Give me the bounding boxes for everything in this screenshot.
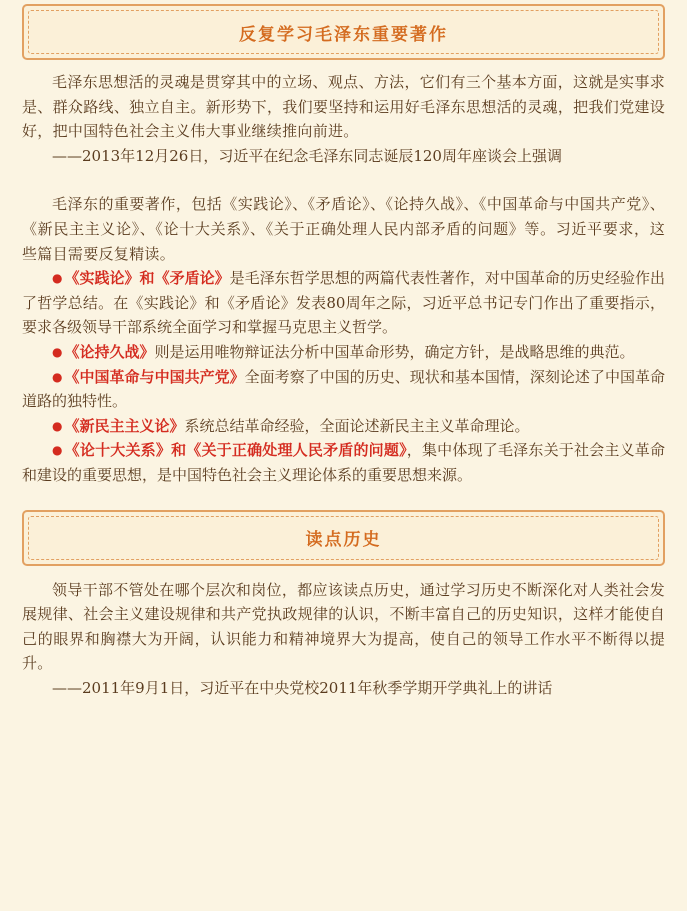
- bullet-item: [22, 438, 665, 487]
- bullet-item: [22, 365, 665, 414]
- quote-paragraph: 毛泽东思想活的灵魂是贯穿其中的立场、观点、方法，它们有三个基本方面，这就是实事求是、群众路线、独立自主。新形势下，我们要坚持和运用好毛泽东思想活的灵魂，把我们党建设好，把中国特色社会主义伟大事业继续推向前进。: [22, 73, 665, 141]
- section-title: 反复学习毛泽东重要著作: [239, 24, 448, 45]
- bullet-item: [22, 266, 665, 340]
- bullet-title: 《论持久战》: [64, 342, 155, 361]
- section-title: 读点历史: [305, 530, 382, 550]
- bullet-text: 是毛泽东哲学思想的两篇代表性著作，对中国革命的历史经验作出了哲学总结。在《实践论》和《矛盾论》发表80周年之际，习近平总书记专门作出了重要指示，要求各级领导干部系统全面学习和掌握马克思主义哲学。: [22, 269, 665, 337]
- section-body-reread-works: [22, 70, 665, 488]
- section-body-read-history: [22, 578, 665, 701]
- bullet-title: 《新民主主义论》: [64, 416, 185, 435]
- bullet-dot-icon: ●: [52, 369, 63, 384]
- bullet-dot-icon: ●: [52, 271, 63, 286]
- intro-paragraph: 毛泽东的重要著作，包括《实践论》、《矛盾论》、《论持久战》、《中国革命与中国共产党》、《新民主主义论》、《论十大关系》、《关于正确处理人民内部矛盾的问题》等。习近平要求，这些篇目需要反复精读。: [22, 195, 665, 263]
- bullet-text: 系统总结革命经验，全面论述新民主主义革命理论。: [184, 416, 530, 435]
- bullet-title: 《实践论》和《矛盾论》: [64, 269, 230, 288]
- quote-paragraph: 领导干部不管处在哪个层次和岗位，都应该读点历史，通过学习历史不断深化对人类社会发展规律、社会主义建设规律和共产党执政规律的认识，不断丰富自己的历史知识，这样才能使自己的眼界和胸襟大为开阔，认识能力和精神境界大为提高，使自己的领导工作水平不断得以提升。: [22, 580, 665, 673]
- bullet-item: [22, 414, 665, 439]
- section-header-read-history: [22, 510, 665, 566]
- section-header-reread-works: [22, 4, 665, 60]
- quote-attribution: ——2013年12月26日，习近平在纪念毛泽东同志诞辰120周年座谈会上强调: [52, 146, 562, 165]
- bullet-text: ，集中体现了毛泽东关于社会主义革命和建设的重要思想，是中国特色社会主义理论体系的重要思想来源。: [22, 441, 665, 484]
- bullet-dot-icon: ●: [52, 344, 63, 359]
- section-header-frame: [28, 10, 659, 54]
- bullet-text: 全面考察了中国的历史、现状和基本国情，深刻论述了中国革命道路的独特性。: [22, 367, 665, 411]
- section-header-frame: [28, 516, 659, 560]
- bullet-text: 则是运用唯物辩证法分析中国革命形势，确定方针，是战略思维的典范。: [154, 342, 635, 361]
- bullet-dot-icon: ●: [52, 418, 63, 433]
- bullet-dot-icon: ●: [52, 443, 63, 458]
- bullet-title: 《中国革命与中国共产党》: [64, 367, 245, 386]
- bullet-item: [22, 340, 665, 365]
- bullet-title: 《论十大关系》和《关于正确处理人民矛盾的问题》: [64, 441, 407, 460]
- quote-attribution: ——2011年9月1日，习近平在中央党校2011年秋季学期开学典礼上的讲话: [52, 678, 553, 697]
- section-read-history: [22, 510, 665, 701]
